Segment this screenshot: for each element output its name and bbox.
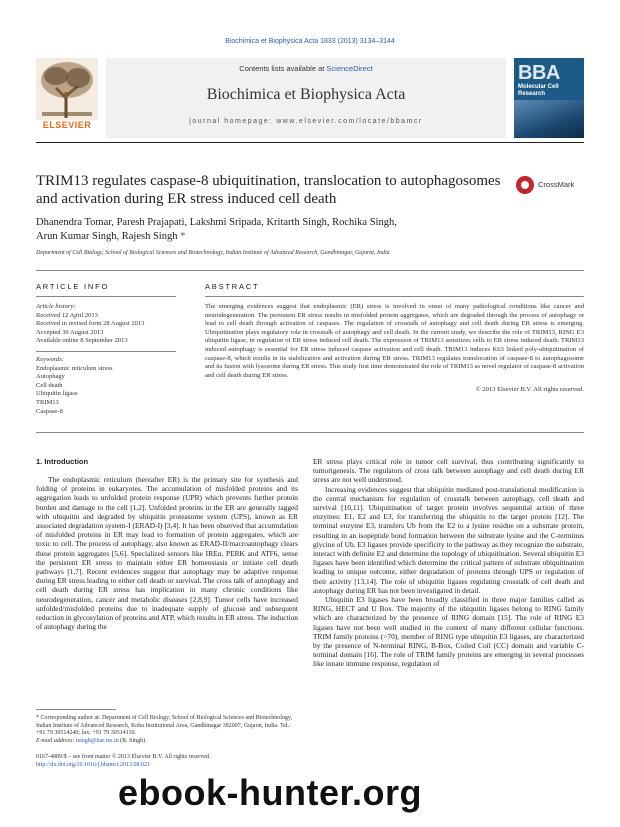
footnote-rule — [36, 709, 116, 710]
corresponding-author-footnote — [36, 715, 298, 745]
article-title: TRIM13 regulates caspase-8 ubiquitination, translocation to autophagosomes and activation during ER stress induced cell death — [36, 173, 501, 207]
crossmark-badge[interactable] — [516, 176, 586, 196]
sciencedirect-link[interactable]: ScienceDirect — [326, 64, 373, 73]
keyword: Ubiquitin ligase — [36, 390, 78, 398]
history-item: Received 12 April 2013 — [36, 311, 98, 319]
corresponding-author-link[interactable]: * — [180, 231, 186, 242]
cover-title: BBA — [518, 62, 560, 84]
intro-paragraph-continued: ER stress plays critical role in tumor cell survival, thus contributing significantly to tumorigenesis. The regulators of cross talk between autophagy and cell death during ER stress are not well understood. — [313, 457, 584, 485]
elsevier-tree-icon — [36, 58, 98, 120]
doi-link[interactable]: http://dx.doi.org/10.1016/j.bbamcr.2013.08.021 — [36, 761, 151, 768]
keyword: Autophagy — [36, 373, 65, 381]
journal-citation[interactable]: Biochimica et Biophysica Acta 1833 (2013) 3134–3144 — [225, 38, 395, 45]
article-info — [36, 303, 176, 416]
abstract-heading: ABSTRACT — [205, 282, 260, 291]
footnote-text: * Corresponding author at: Department of Cell Biology, School of Biological Sciences and Biotechnology, Indian Institute of Advanced Research, Koba Institutional Area, Gandhinagar 382007, Gujarat, India. Tel.: +91 79 30514240; fax: +91 79 30514110. — [36, 715, 293, 737]
cover-image — [514, 100, 584, 138]
footnote-email-line — [36, 738, 298, 746]
affiliation-divider — [36, 270, 584, 271]
authors-line-2-text: Arun Kumar Singh, Rajesh Singh — [36, 231, 178, 242]
history-label: Article history: — [36, 303, 76, 310]
journal-masthead — [36, 58, 584, 140]
authors-line-2 — [36, 230, 576, 244]
elsevier-logo[interactable] — [36, 58, 98, 132]
history-item: Received in revised form 28 August 2013 — [36, 320, 145, 328]
header-divider — [36, 142, 584, 143]
crossmark-icon — [516, 176, 534, 194]
journal-cover-thumbnail[interactable] — [514, 58, 584, 138]
journal-banner — [106, 58, 506, 138]
abstract — [205, 303, 584, 395]
body-column-left — [36, 475, 298, 631]
abstract-text: The emerging evidences suggest that endoplasmic (ER) stress is involved in onset of many pathological conditions like cancer and neurodegeneration. The persistent ER stress results in misfolded protein aggregates, which are degraded through the process of autophagy or lead to cell death through activation of caspases. The regulation of crosstalk of autophagy and cell death during ER stress is emerging. Ubiquitination plays regulatory role in crosstalk of autophagy and cell death. In the current study, we describe the role of TRIM13, RING E3 ubiquitin ligase, in regulation of ER stress induced cell death. The expression of TRIM13 sensitizes cells to ER stress induced death. TRIM13 induced autophagy is essential for ER stress induced caspase activation and cell death. TRIM13 induces K63 linked poly-ubiquitination of caspase-8, which results in its stabilization and activation during ER stress. TRIM13 regulates translocation of caspase-8 to autophagosome and its fusion with lysosome during ER stress. This study first time demonstrated the role of TRIM13 as novel regulator of caspase-8 activation and cell death during ER stress. — [205, 303, 584, 379]
email-label: E-mail address: — [36, 737, 76, 744]
cover-subtitle: Molecular Cell Research — [518, 84, 559, 97]
copyright-notice: © 2013 Elsevier B.V. All rights reserved. — [475, 386, 584, 394]
crossmark-label: CrossMark — [538, 180, 575, 189]
email-link[interactable]: rsingh@iiar.res.in — [75, 737, 119, 744]
keyword: TRIM13 — [36, 398, 59, 406]
journal-name: Biochimica et Biophysica Acta — [206, 86, 406, 103]
affiliation: Department of Cell Biology, School of Biological Sciences and Biotechnology, Indian Institute of Advanced Research, Gandhinagar, Gujarat, India — [36, 250, 390, 256]
keyword: Cell death — [36, 381, 63, 389]
history-item: Available online 8 September 2013 — [36, 337, 128, 345]
journal-homepage[interactable]: journal homepage: www.elsevier.com/locate/bbamcr — [189, 118, 423, 125]
intro-paragraph-3: Ubiquitin E3 ligases have been broadly classified in three major families called as RING, HECT and U Box. The majority of the ubiquitin ligases belong to RING family which are characterized by the presence of RING domain [15]. The role of RING E3 ligases have not been well studied in the context of many different cellular functions. TRIM family proteins (>70), member of RING type ubiquitin E3 ligases, are characterized by the presence of N-terminal RING, B-Box, Coiled Coil (CC) domain and variable C-terminal domain [16]. The role of TRIM family proteins are emerging in several processes like innate immune response, regulation of — [313, 595, 584, 669]
history-item: Accepted 30 August 2013 — [36, 328, 104, 336]
contents-prefix: Contents lists available at — [239, 64, 327, 73]
abstract-bottom-divider — [36, 432, 584, 433]
intro-paragraph-1: The endoplasmic reticulum (hereafter ER) is the primary site for synthesis and folding of proteins in eukaryotes. The accumulation of misfolded proteins and its aggregation leads to unfolded protein response (UPR) which prevents further protein burden and damage to the cell [1,2]. Unfolded proteins in the ER are generally tagged with ubiquitin and degraded by ubiquitin proteasome system (UPS), known as ER associated degradation system-I (ERAD-I) [3,4]. It has been observed that accumulation of misfolded proteins in ER may lead to formation of protein aggregates, which are toxic to cell. The process of autophagy, also known as ERAD-II/macroautophagy clears these protein aggregates [5,6]. Specialized sensors like IREα, PERK and ATF6, sense the persistent ER stress to maintain either ER homeostasis or initiate cell death pathways [1,7]. Recent evidences suggest that autophagy may be adaptive response during ER stress leading to either cell death or survival. The cross talk of autophagy and cell death during ER stress has implication in many chronic conditions like neurodegeneration, cancer and metabolic diseases [2,8,9]. Tumor cells have increased unfolded/misfolded proteins due to inadequate supply of glucose and subsequent reduction in glycosylation of proteins and ATP, which results in ER stress. The induction of autophagy during the — [36, 475, 298, 632]
email-suffix: (R. Singh). — [118, 737, 147, 744]
body-column-right — [313, 457, 584, 669]
intro-paragraph-2: Increasing evidences suggest that ubiquitin mediated post-translational modification is the central mechanism for regulation of crosstalk between autophagy, cell death and survival [10,11]. Ubiquitination of target protein involves sequential action of three enzymes: E1, E2 and E3, for transferring the ubiquitin to the target protein [12]. The terminal enzyme E3, transfers Ub from the E2 to a lysine residue on a substrate protein, resulting in an isopeptide bond formation between the substrate lysine and the C-terminus glycine of Ub. E3 ligases provide specificity to the pathway as they recognize the substrate, interact with definite E2 and determine the topology of ubiquitination. Several ubiquitin E3 ligases have been identified which determine the critical pattern of substrate ubiquitination leading to unique outcome, either degradation of proteins through UPS or regulation of their activity [13,14]. The role of ubiquitin ligases regulating crosstalk of cell death and autophagy during ER has not been investigated in detail. — [313, 484, 584, 595]
abstract-rule — [205, 296, 584, 297]
author-list — [36, 216, 576, 244]
issn-line: 0167-4889/$ – see front matter © 2013 Elsevier B.V. All rights reserved. — [36, 754, 211, 760]
watermark: ebook-hunter.org — [118, 772, 422, 813]
keyword: Endoplasmic reticulum stress — [36, 364, 113, 372]
keywords-rule — [36, 351, 176, 352]
elsevier-wordmark: ELSEVIER — [42, 120, 92, 130]
contents-line — [106, 64, 506, 73]
authors-line-1: Dhanendra Tomar, Paresh Prajapati, Lakshmi Sripada, Kritarth Singh, Rochika Singh, — [36, 217, 397, 228]
issn-doi-block — [36, 754, 298, 769]
keyword: Caspase-8 — [36, 407, 63, 415]
article-info-rule — [36, 296, 176, 297]
keywords-label: Keywords: — [36, 355, 64, 363]
introduction-heading: 1. Introduction — [36, 457, 89, 466]
article-info-heading: ARTICLE INFO — [36, 282, 110, 291]
